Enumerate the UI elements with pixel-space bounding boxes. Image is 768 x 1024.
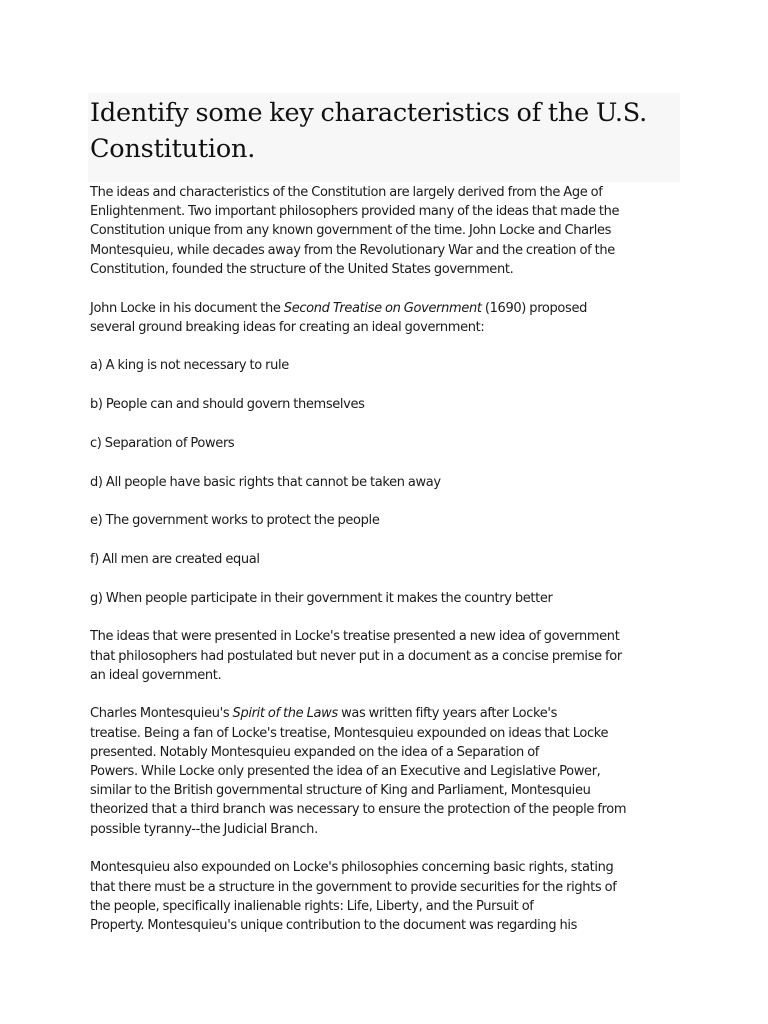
text-line: Powers. While Locke only presented the idea of an Executive and Legislative Power, [90, 764, 601, 780]
text-line: The ideas that were presented in Locke's treatise presented a new idea of government [90, 629, 620, 645]
text-line: the people, specifically inalienable rights: Life, Liberty, and the Pursuit of [90, 898, 534, 914]
text-line: Constitution, founded the structure of the United States government. [90, 261, 514, 277]
page-title [90, 95, 647, 167]
text-line: that there must be a structure in the government to provide securities for the rights of [90, 879, 617, 895]
paragraph-montesquieu [90, 704, 690, 838]
list-item: a) A king is not necessary to rule [90, 358, 289, 374]
text-span: (1690) proposed [481, 300, 587, 316]
text-line [90, 299, 690, 318]
title-box [88, 93, 680, 182]
text-line: possible tyranny--the Judicial Branch. [90, 821, 318, 837]
text-line: Property. Montesquieu's unique contribution to the document was regarding his [90, 917, 578, 933]
text-line: an ideal government. [90, 667, 222, 683]
list-item: b) People can and should govern themselves [90, 397, 365, 413]
title-line-2: Constitution. [90, 134, 256, 164]
list-locke-ideas [90, 356, 690, 607]
text-line: Montesquieu, while decades away from the Revolutionary War and the creation of the [90, 242, 615, 258]
text-line: The ideas and characteristics of the Constitution are largely derived from the Age of [90, 185, 603, 200]
list-item: c) Separation of Powers [90, 435, 235, 451]
list-item: f) All men are created equal [90, 551, 260, 567]
text-span: was written fifty years after Locke's [337, 706, 558, 722]
paragraph-treatise [90, 627, 690, 685]
text-line: Montesquieu also expounded on Locke's philosophies concerning basic rights, stating [90, 860, 614, 876]
book-title-second-treatise: Second Treatise on Government [283, 300, 482, 316]
text-span: Charles Montesquieu's [90, 706, 233, 722]
text-line: theorized that a third branch was necessary to ensure the protection of the people from [90, 802, 627, 818]
text-line: treatise. Being a fan of Locke's treatise, Montesquieu expounded on ideas that Locke [90, 725, 609, 741]
text-line: Enlightenment. Two important philosophers provided many of the ideas that made the [90, 204, 620, 220]
title-line-1: Identify some key characteristics of the U.S. [90, 98, 648, 128]
text-line: several ground breaking ideas for creating an ideal government: [90, 319, 485, 335]
paragraph-intro [90, 183, 690, 279]
text-line: Constitution unique from any known government of the time. John Locke and Charles [90, 223, 612, 239]
book-title-spirit-of-laws: Spirit of the Laws [232, 706, 338, 722]
list-item: d) All people have basic rights that cannot be taken away [90, 474, 441, 490]
list-item: g) When people participate in their government it makes the country better [90, 590, 553, 606]
text-line: presented. Notably Montesquieu expanded on the idea of a Separation of [90, 744, 540, 760]
text-line [90, 704, 690, 723]
text-span: John Locke in his document the [90, 300, 284, 316]
text-line: similar to the British governmental structure of King and Parliament, Montesquieu [90, 783, 591, 799]
paragraph-locke [90, 299, 690, 337]
list-item: e) The government works to protect the people [90, 513, 380, 529]
paragraph-rights [90, 858, 690, 935]
text-line: that philosophers had postulated but never put in a document as a concise premise for [90, 648, 622, 664]
article-body [90, 183, 690, 935]
